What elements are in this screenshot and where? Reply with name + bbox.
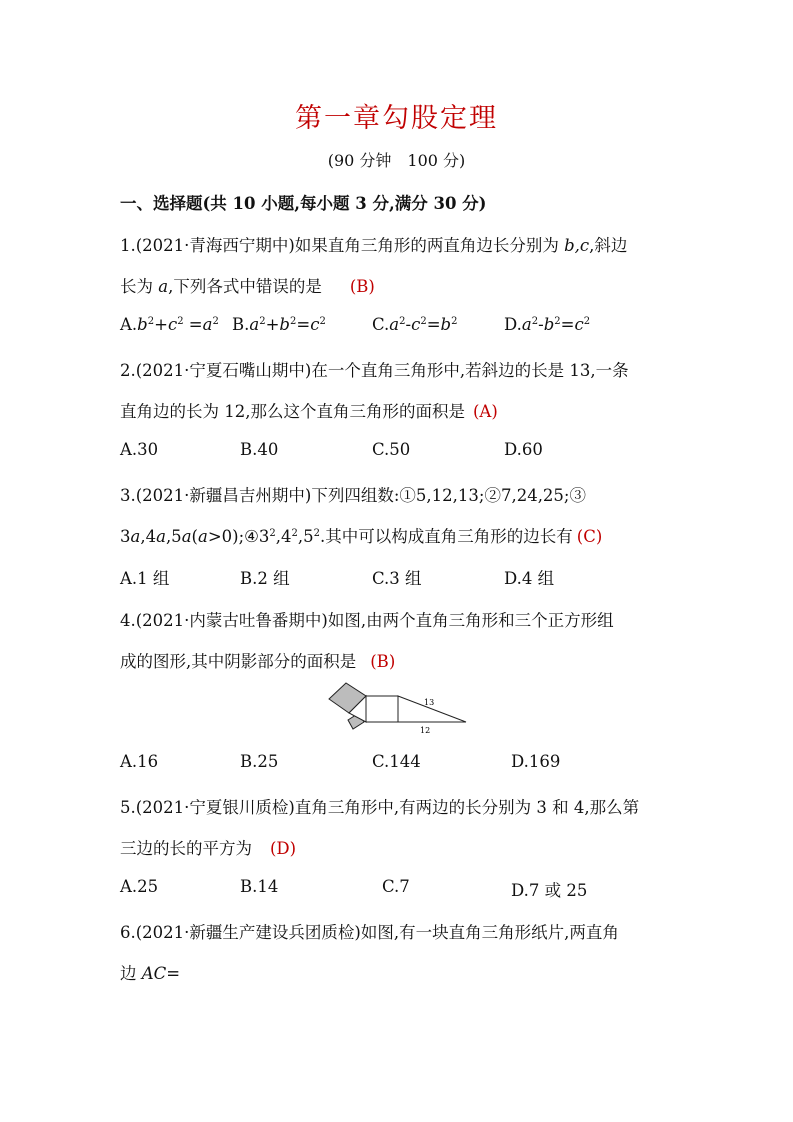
question-5-option-d: D.7 或 25 [511, 881, 588, 900]
question-4-line-1: 4.(2021·内蒙古吐鲁番期中)如图,由两个直角三角形和三个正方形组 [120, 611, 614, 630]
question-4-option-a: A.16 [120, 752, 159, 771]
question-3-line-2: $3a,4a,5a(a>0);④3^2,4^2,5^2$.其中可以构成直角三角形的边长有 (C) [120, 527, 603, 546]
page-subtitle: (90 分钟 100 分) [327, 151, 466, 170]
question-1-answer: (B) [349, 277, 375, 296]
section-heading: 一、选择题(共 10 小题,每小题 3 分,满分 30 分) [120, 194, 487, 213]
question-1-line-2: 长为 a,下列各式中错误的是 (B) [120, 277, 375, 296]
question-5-line-1: 5.(2021·宁夏银川质检)直角三角形中,有两边的长分别为 3 和 4,那么第 [120, 798, 640, 817]
hypotenuse-label: 13 [424, 698, 435, 707]
question-4-line-2: 成的图形,其中阴影部分的面积是 (B) [120, 652, 396, 671]
question-4-option-c: C.144 [372, 752, 421, 771]
question-3-option-b: B.2 组 [240, 569, 290, 588]
question-1-option-b: $B.a^2+b^2=c^2$ [232, 315, 326, 334]
question-2-option-d: D.60 [504, 440, 543, 459]
question-3-line-1: 3.(2021·新疆昌吉州期中)下列四组数:①5,12,13;②7,24,25;③ [120, 486, 586, 505]
question-6-line-1: 6.(2021·新疆生产建设兵团质检)如图,有一块直角三角形纸片,两直角 [120, 923, 619, 942]
question-3-option-c: C.3 组 [372, 569, 422, 588]
middle-square [366, 696, 398, 722]
question-2-option-a: A.30 [120, 440, 159, 459]
question-1-option-a: $A.b^2+c^2 =a^2$ [120, 315, 219, 334]
question-4-option-d: D.169 [511, 752, 561, 771]
question-3-answer: (C) [576, 527, 603, 546]
question-2-option-b: B.40 [240, 440, 279, 459]
question-3-option-a: A.1 组 [120, 569, 170, 588]
leg-label: 12 [420, 726, 431, 735]
question-5-option-b: B.14 [240, 877, 279, 896]
question-6-line-2: 边 AC= [120, 964, 181, 983]
question-2-option-c: C.50 [372, 440, 411, 459]
question-4-answer: (B) [370, 652, 396, 671]
question-4-figure [326, 680, 471, 738]
page-title: 第一章勾股定理 [295, 103, 498, 134]
question-3-option-d: D.4 组 [504, 569, 555, 588]
question-2-line-1: 2.(2021·宁夏石嘴山期中)在一个直角三角形中,若斜边的长是 13,一条 [120, 361, 629, 380]
question-4-option-b: B.25 [240, 752, 279, 771]
question-2-answer: (A) [473, 402, 498, 421]
question-5-option-c: C.7 [382, 877, 410, 896]
question-5-line-2: 三边的长的平方为 (D) [120, 839, 297, 858]
question-2-line-2: 直角边的长为 12,那么这个直角三角形的面积是 (A) [120, 402, 498, 421]
question-1-option-d: $D.a^2-b^2=c^2$ [504, 315, 591, 334]
question-1-line-1: 1.(2021·青海西宁期中)如果直角三角形的两直角边长分别为 b,c,斜边 [120, 236, 628, 255]
question-5-answer: (D) [270, 839, 297, 858]
question-5-option-a: A.25 [120, 877, 159, 896]
question-1-option-c: $C.a^2-c^2=b^2$ [372, 315, 458, 334]
